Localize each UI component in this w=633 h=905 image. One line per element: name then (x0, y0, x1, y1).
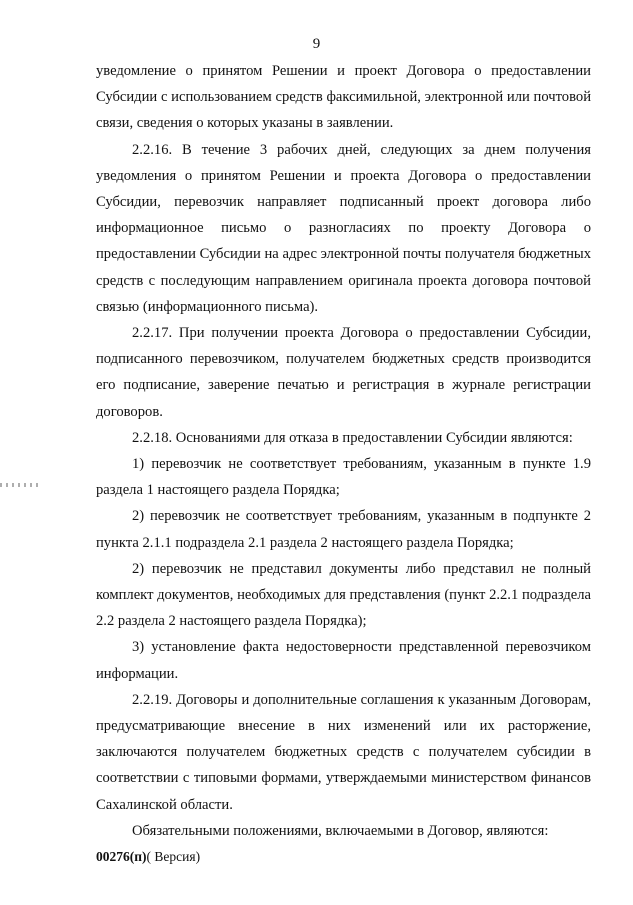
list-item: 2) перевозчик не представил документы либо представил не полный комплект документов, необходимых для представления (пункт 2.2.1 подраздела 2.2 раздела 2 настоящего раздела Порядка); (96, 560, 591, 630)
paragraph: Обязательными положениями, включаемыми в Договор, являются: (132, 822, 549, 839)
paragraph: 2.2.17. При получении проекта Договора о предоставлении Субсидии, подписанного перевозчиком, получателем бюджетных средств производится его подписание, заверение печатью и регистрация в журнале регистрации договоров. (96, 325, 591, 420)
list-item: 1) перевозчик не соответствует требованиям, указанным в пункте 1.9 раздела 1 настоящего раздела Порядка; (96, 456, 591, 499)
paragraph: 2.2.18. Основаниями для отказа в предоставлении Субсидии являются: (132, 429, 573, 446)
document-body (96, 58, 591, 844)
document-code: 00276(п) (96, 849, 147, 864)
footer (96, 849, 200, 865)
list-item: 3) установление факта недостоверности представленной перевозчиком информации. (96, 639, 591, 682)
paragraph: 2.2.19. Договоры и дополнительные соглашения к указанным Договорам, предусматривающие внесение в них изменений или их расторжение, заключаются получателем бюджетных средств с получателем субсидии в соответствии с типовыми формами, утверждаемыми министерством финансов Сахалинской области. (96, 691, 591, 813)
scan-artifact (0, 483, 38, 487)
page-number: 9 (312, 36, 321, 52)
paragraph: уведомление о принятом Решении и проект Договора о предоставлении Субсидии с использованием средств факсимильной, электронной или почтовой связи, сведения о которых указаны в заявлении. (96, 63, 591, 132)
paragraph: 2.2.16. В течение 3 рабочих дней, следующих за днем получения уведомления о принятом Решении и проекта Договора о предоставлении Субсидии, перевозчик направляет подписанный проект договора либо информационное письмо о разногласиях по проекту Договора о предоставлении Субсидии на адрес электронной почты получателя бюджетных средств с последующим направлением оригинала проекта договора почтовой связью (информационного письма). (96, 141, 591, 315)
document-version: ( Версия) (146, 849, 201, 864)
list-item: 2) перевозчик не соответствует требованиям, указанным в подпункте 2 пункта 2.1.1 подраздела 2.1 раздела 2 настоящего раздела Порядка; (96, 508, 591, 551)
